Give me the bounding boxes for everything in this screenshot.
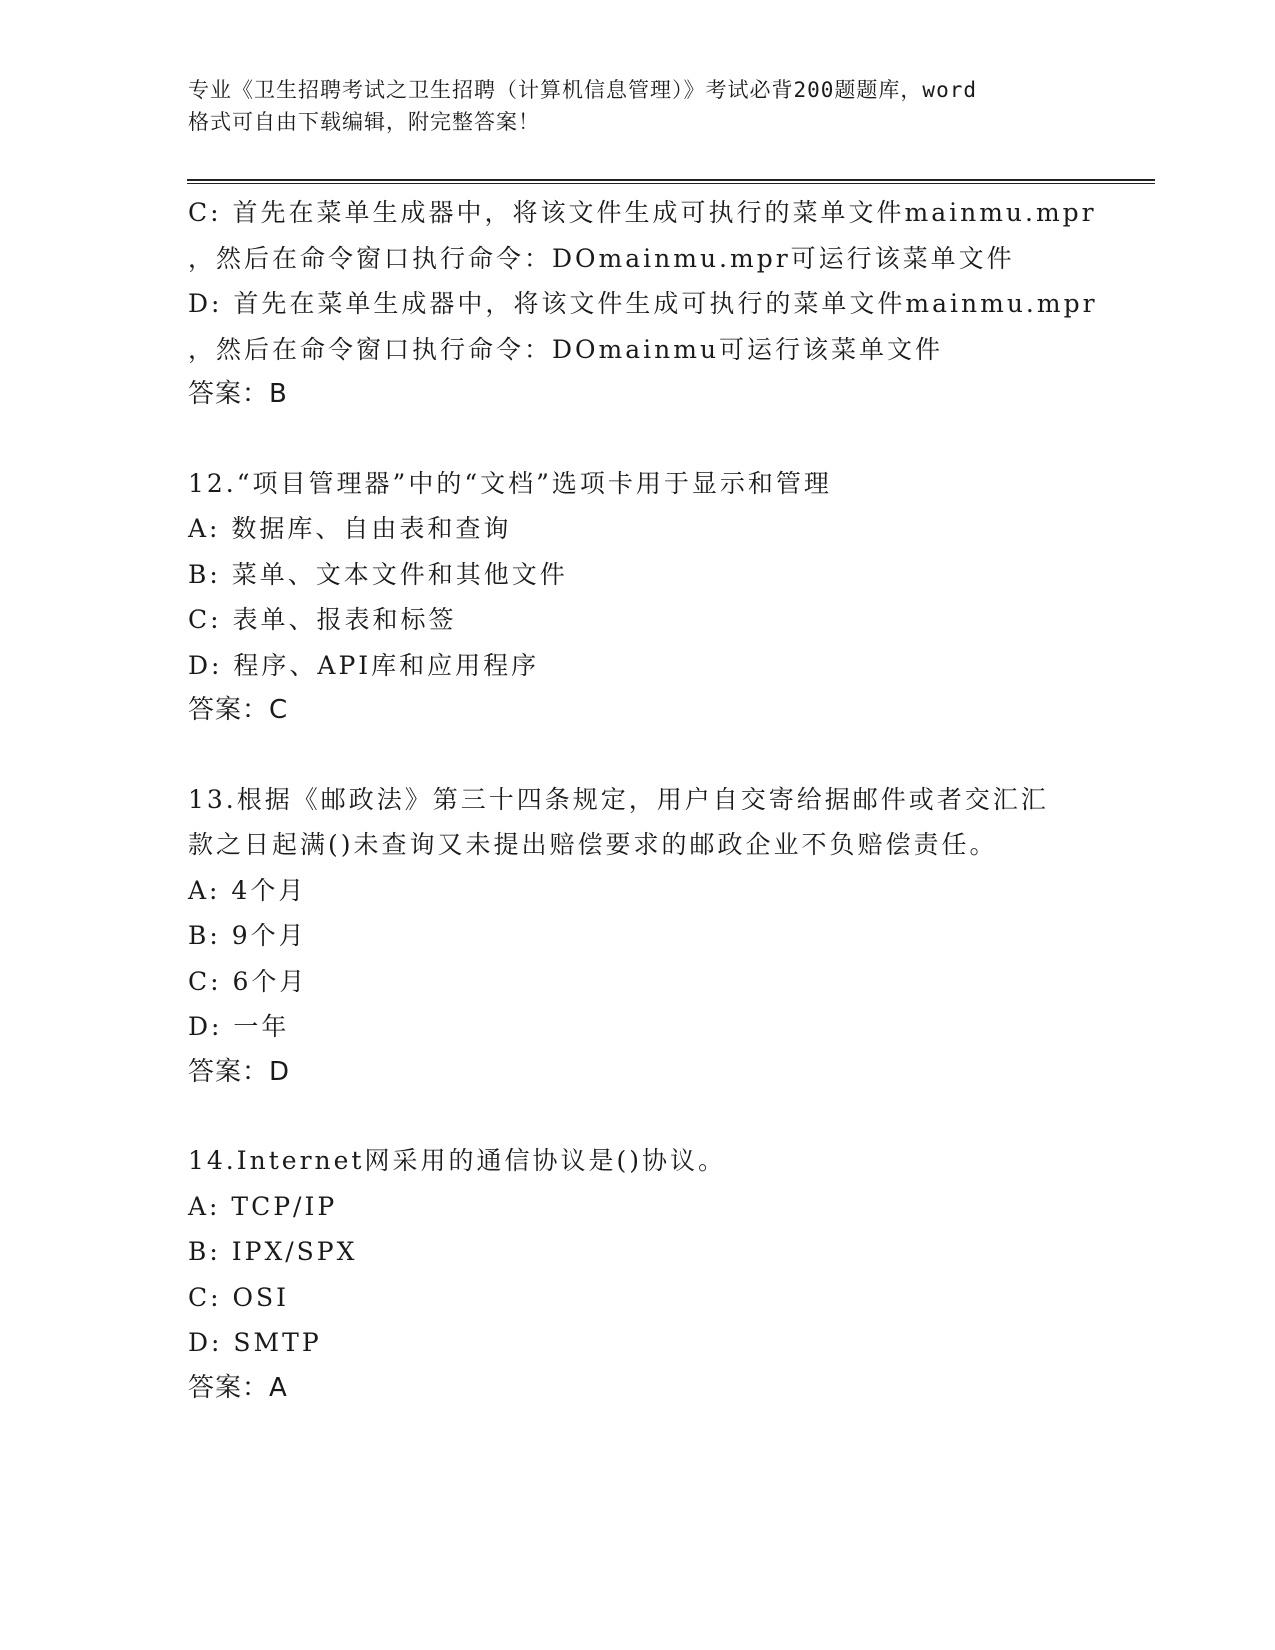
question-13 <box>188 777 1088 1096</box>
question-14-option-c: C: OSI <box>188 1282 289 1312</box>
header-divider <box>187 179 1155 184</box>
question-14-option-a: A: TCP/IP <box>188 1191 338 1221</box>
question-11-tail <box>188 190 1098 418</box>
question-12-option-a: A: 数据库、自由表和查询 <box>188 514 512 543</box>
question-content <box>188 190 1098 1411</box>
answer-11: 答案：B <box>188 379 288 409</box>
question-14-option-b: B: IPX/SPX <box>188 1237 358 1266</box>
spacer <box>188 418 1088 461</box>
option-d-line-2: ，然后在命令窗口执行命令：DOmainmu可运行该菜单文件 <box>188 334 944 364</box>
spacer <box>188 734 1088 777</box>
answer-14: 答案：A <box>188 1372 288 1403</box>
question-13-text-line-1: 13.根据《邮政法》第三十四条规定，用户自交寄给据邮件或者交汇汇 <box>188 784 1049 814</box>
question-13-option-a: A: 4个月 <box>188 875 307 905</box>
question-14 <box>188 1138 1088 1411</box>
spacer <box>188 1095 1088 1138</box>
header-title-line-2: 格式可自由下载编辑，附完整答案！ <box>188 110 540 134</box>
question-12-text: 12.“项目管理器”中的“文档”选项卡用于显示和管理 <box>188 468 832 498</box>
question-12-option-b: B: 菜单、文本文件和其他文件 <box>188 559 568 589</box>
option-c-line-2: ，然后在命令窗口执行命令：DOmainmu.mpr可运行该菜单文件 <box>188 243 1015 273</box>
question-13-text-line-2: 款之日起满()未查询又未提出赔偿要求的邮政企业不负赔偿责任。 <box>188 830 998 859</box>
page-header <box>188 74 1088 138</box>
question-12-option-d: D: 程序、API库和应用程序 <box>188 650 540 680</box>
header-title-line-1: 专业《卫生招聘考试之卫生招聘（计算机信息管理）》考试必背200题题库，word <box>188 78 977 102</box>
question-13-option-c: C: 6个月 <box>188 966 308 996</box>
question-14-text: 14.Internet网采用的通信协议是()协议。 <box>188 1146 726 1175</box>
answer-13: 答案：D <box>188 1056 291 1087</box>
question-12-option-c: C: 表单、报表和标签 <box>188 605 457 634</box>
question-13-option-d: D: 一年 <box>188 1012 290 1041</box>
option-d-line-1: D: 首先在菜单生成器中，将该文件生成可执行的菜单文件mainmu.mpr <box>188 289 1098 318</box>
option-c-line-1: C: 首先在菜单生成器中，将该文件生成可执行的菜单文件mainmu.mpr <box>188 198 1097 227</box>
question-14-option-d: D: SMTP <box>188 1328 322 1357</box>
answer-12: 答案：C <box>188 695 289 725</box>
question-13-option-b: B: 9个月 <box>188 921 307 950</box>
question-12 <box>188 461 1088 734</box>
